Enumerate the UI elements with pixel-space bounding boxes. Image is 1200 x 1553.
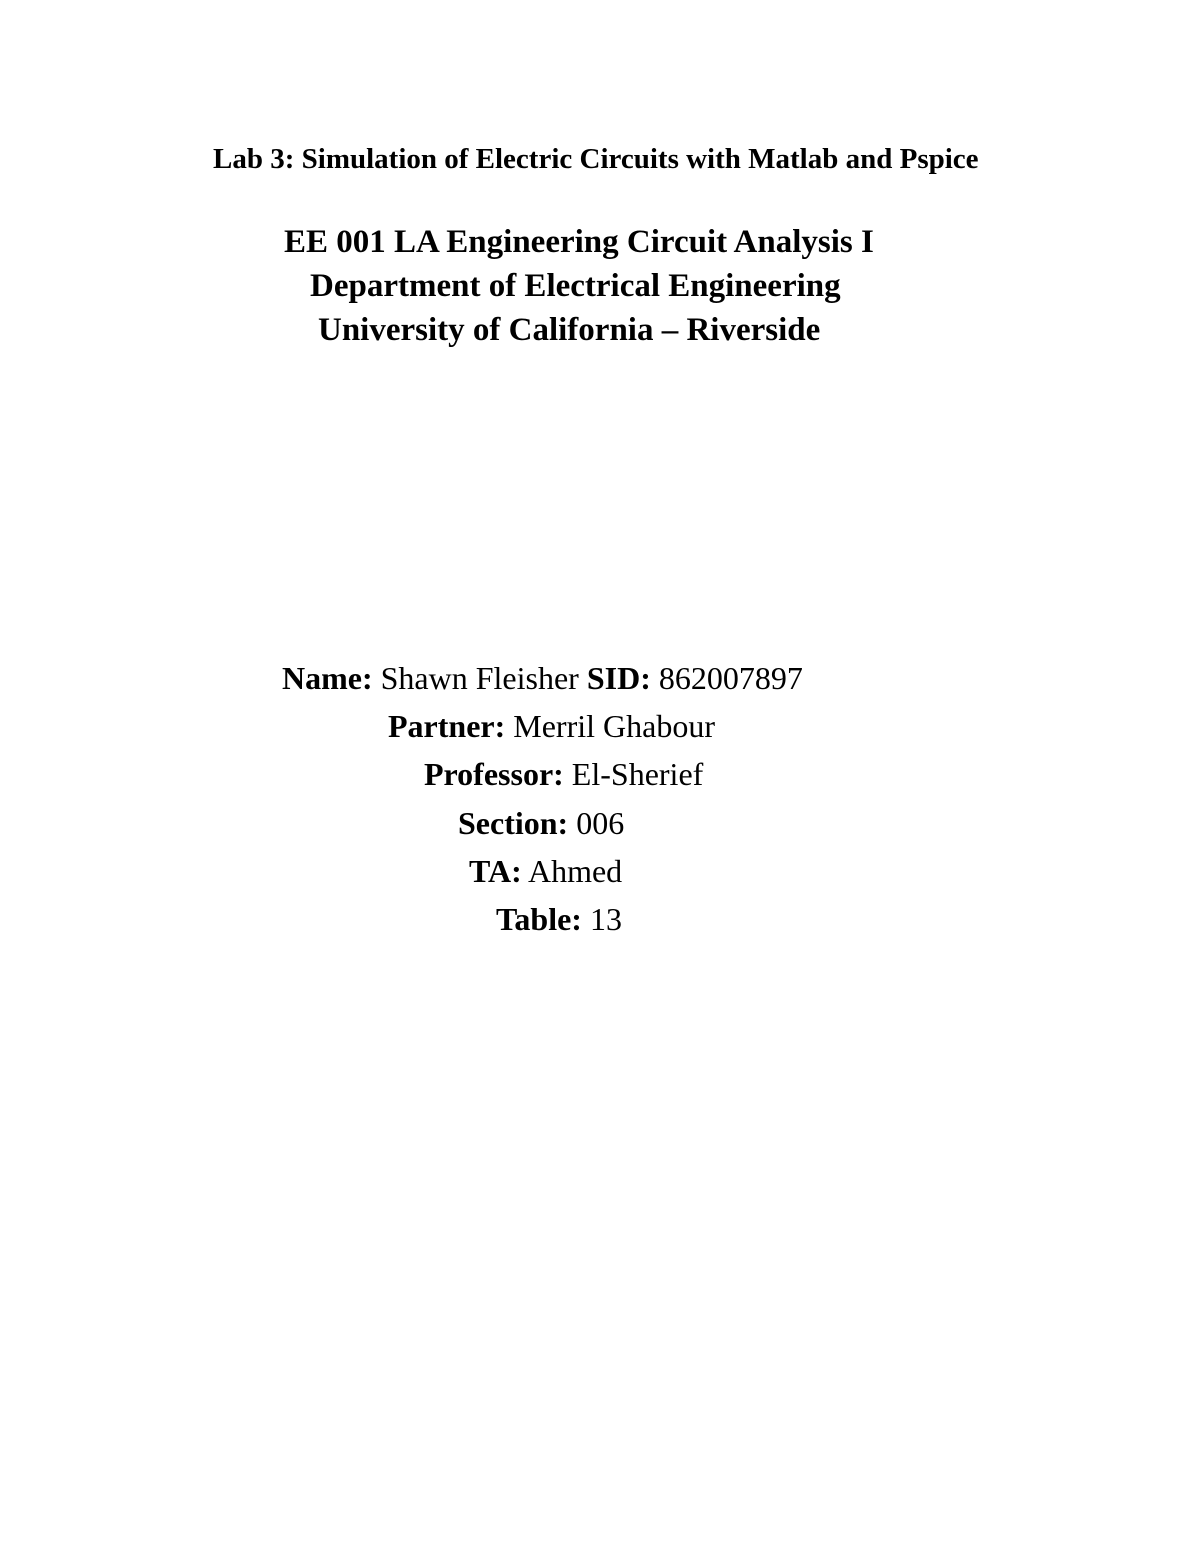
partner-line	[388, 710, 715, 742]
ta-line	[469, 855, 622, 887]
table-label: Table:	[496, 901, 582, 937]
partner-value: Merril Ghabour	[513, 708, 715, 744]
ta-value: Ahmed	[527, 853, 623, 889]
partner-label: Partner:	[388, 708, 506, 744]
professor-line	[424, 758, 703, 790]
sid-value: 862007897	[658, 660, 803, 696]
section-value: 006	[576, 805, 625, 841]
professor-label: Professor:	[424, 756, 564, 792]
ta-label: TA:	[469, 853, 522, 889]
name-value: Shawn Fleisher	[380, 660, 579, 696]
lab-title: Lab 3: Simulation of Electric Circuits with Matlab and Pspice	[213, 143, 979, 175]
table-line	[496, 903, 622, 935]
sid-label: SID:	[586, 660, 651, 696]
section-label: Section:	[458, 805, 569, 841]
department-name: Department of Electrical Engineering	[310, 268, 841, 304]
table-value: 13	[589, 901, 622, 937]
university-name: University of California – Riverside	[318, 312, 821, 348]
section-line	[458, 807, 624, 839]
course-title: EE 001 LA Engineering Circuit Analysis I	[284, 224, 874, 260]
professor-value: El-Sherief	[571, 756, 704, 792]
name-sid-line	[282, 662, 803, 694]
name-label: Name:	[282, 660, 373, 696]
